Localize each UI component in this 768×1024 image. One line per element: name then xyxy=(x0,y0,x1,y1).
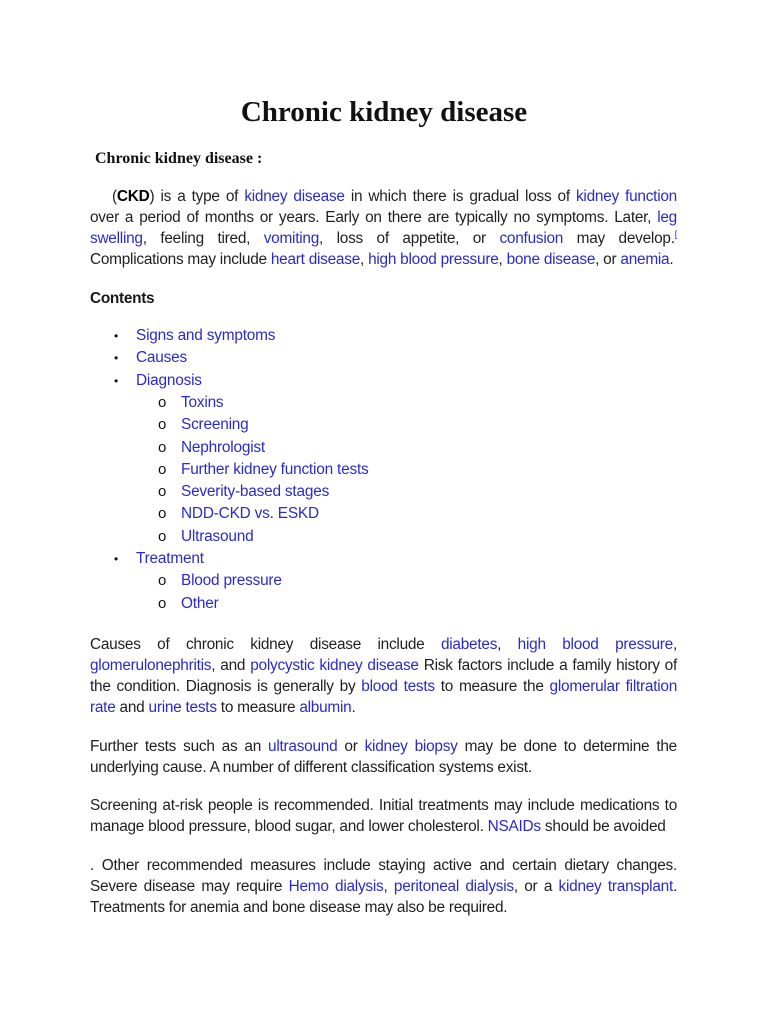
link-leg-swelling[interactable]: leg swelling xyxy=(90,209,677,247)
sub-bullet-marker: o xyxy=(158,528,167,545)
sub-bullet-marker: o xyxy=(158,572,167,589)
further-tests-paragraph: Further tests such as an ultrasound or kidney biopsy may be done to determine the underlying cause. A number of different classification systems exist. xyxy=(90,738,677,776)
link-glomerulonephritis[interactable]: glomerulonephritis xyxy=(90,657,212,674)
link-hemo-dialysis[interactable]: Hemo dialysis xyxy=(288,878,384,895)
link-diabetes[interactable]: diabetes xyxy=(440,636,498,653)
link-kidney-disease[interactable]: kidney disease xyxy=(244,188,345,205)
bullet-marker: • xyxy=(114,374,119,388)
link-blood-tests[interactable]: blood tests xyxy=(361,678,435,695)
link-kidney-transplant[interactable]: kidney transplant xyxy=(558,878,673,895)
link-anemia[interactable]: anemia xyxy=(620,251,670,268)
citation-marker[interactable]: [ xyxy=(674,228,677,239)
intro-paragraph: (CKD) is a type of kidney disease in which there is gradual loss of kidney function over a period of months or years. Early on there are typically no symptoms. Later, leg swelling, feeling tired, vomiting, loss of appetite, or confusion may develop.[ Complications may include heart disease, high blood pressure, bone disease, or anemia. xyxy=(90,188,677,268)
link-urine-tests[interactable]: urine tests xyxy=(148,699,217,716)
toc-link[interactable]: Signs and symptoms xyxy=(136,327,276,344)
bullet-marker: • xyxy=(114,552,119,566)
toc-link[interactable]: NDD-CKD vs. ESKD xyxy=(181,505,319,522)
sub-bullet-marker: o xyxy=(158,416,167,433)
sub-bullet-marker: o xyxy=(158,505,167,522)
link-glomerular-filtration-rate[interactable]: glomerular filtration rate xyxy=(90,678,678,716)
toc-link[interactable]: Other xyxy=(181,595,219,612)
link-heart-disease[interactable]: heart disease xyxy=(270,251,360,268)
link-ultrasound[interactable]: ultrasound xyxy=(268,738,338,755)
toc-link[interactable]: Nephrologist xyxy=(181,439,266,456)
link-kidney-biopsy[interactable]: kidney biopsy xyxy=(364,738,458,755)
toc-link[interactable]: Diagnosis xyxy=(136,372,202,389)
link-polycystic-kidney-disease[interactable]: polycystic kidney disease xyxy=(250,657,419,674)
link-high-blood-pressure[interactable]: high blood pressure xyxy=(368,251,499,268)
link-high-blood-pressure-2[interactable]: high blood pressure xyxy=(517,636,673,653)
page-title: Chronic kidney disease xyxy=(240,96,528,128)
link-nsaids[interactable]: NSAIDs xyxy=(487,818,541,835)
toc-link[interactable]: Screening xyxy=(181,416,249,433)
bullet-marker: • xyxy=(114,329,119,343)
causes-paragraph: Causes of chronic kidney disease include diabetes, high blood pressure, glomerulonephritis, and polycystic kidney disease Risk factors include a family history of the condition. Diagnosis is generally by blood tests to measure the glomerular filtration rate and urine tests to measure albumin. xyxy=(90,636,678,716)
toc-link[interactable]: Causes xyxy=(136,349,187,366)
sub-bullet-marker: o xyxy=(158,483,167,500)
link-albumin[interactable]: albumin xyxy=(299,699,352,716)
sub-bullet-marker: o xyxy=(158,595,167,612)
toc-link[interactable]: Ultrasound xyxy=(181,528,254,545)
toc-link[interactable]: Severity-based stages xyxy=(181,483,330,500)
link-bone-disease[interactable]: bone disease xyxy=(506,251,596,268)
link-vomiting[interactable]: vomiting xyxy=(263,230,320,247)
link-peritoneal-dialysis[interactable]: peritoneal dialysis xyxy=(393,878,514,895)
contents-heading: Contents xyxy=(90,290,155,307)
section-subheading: Chronic kidney disease : xyxy=(95,150,263,167)
sub-bullet-marker: o xyxy=(158,394,167,411)
treatment-paragraph: . Other recommended measures include staying active and certain dietary changes. Severe disease may require Hemo dialysis, peritoneal dialysis, or a kidney transplant. Treatments for anemia and bone disease may also be required. xyxy=(90,857,678,916)
toc-link[interactable]: Treatment xyxy=(136,550,204,567)
link-confusion[interactable]: confusion xyxy=(499,230,564,247)
toc-link[interactable]: Blood pressure xyxy=(181,572,282,589)
link-kidney-function[interactable]: kidney function xyxy=(575,188,677,205)
sub-bullet-marker: o xyxy=(158,439,167,456)
toc-link[interactable]: Toxins xyxy=(181,394,224,411)
sub-bullet-marker: o xyxy=(158,461,167,478)
ckd-abbreviation: CKD xyxy=(116,188,150,205)
screening-paragraph: Screening at-risk people is recommended. Initial treatments may include medications to manage blood pressure, blood sugar, and lower cholesterol. NSAIDs should be avoided xyxy=(90,797,677,835)
bullet-marker: • xyxy=(114,351,119,365)
toc-link[interactable]: Further kidney function tests xyxy=(181,461,369,478)
